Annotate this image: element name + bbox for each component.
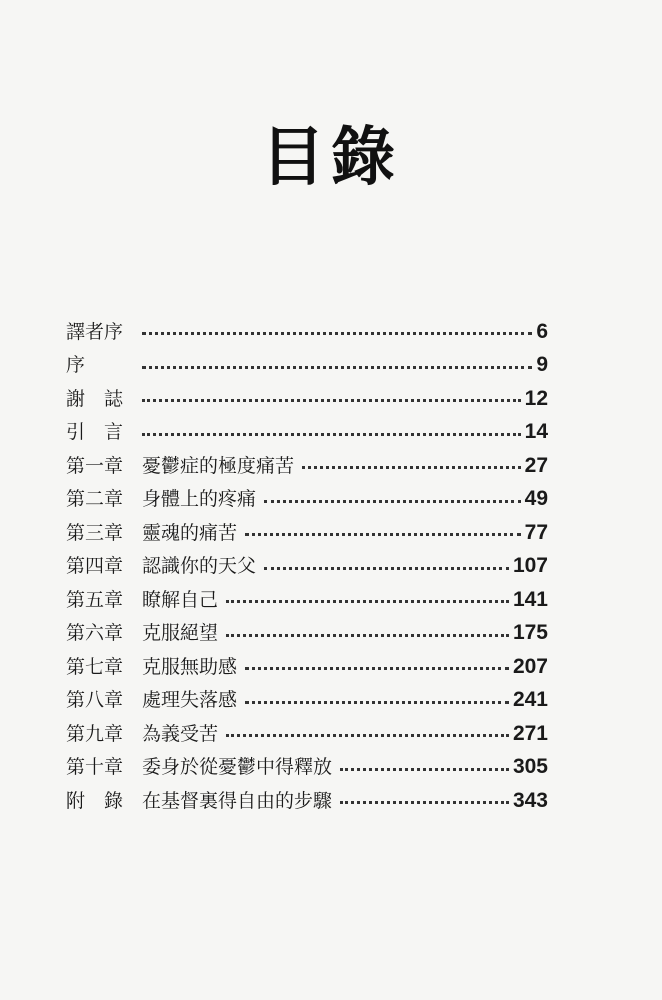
toc-section-title: 在基督裏得自由的步驟	[142, 789, 333, 812]
dot-leader	[142, 433, 521, 436]
dot-leader	[264, 567, 509, 570]
toc-entry-chapter-2	[66, 483, 548, 517]
toc-entry-chapter-5	[66, 583, 548, 617]
toc-chapter-label: 第四章	[66, 555, 124, 578]
toc-page-number: 305	[512, 755, 548, 779]
toc-page-number: 49	[524, 487, 548, 511]
dot-leader	[264, 500, 521, 503]
toc-section-title: 身體上的疼痛	[142, 488, 257, 511]
dot-leader	[226, 600, 509, 603]
toc-entry-chapter-10	[66, 751, 548, 785]
toc-chapter-label: 第一章	[66, 454, 124, 477]
toc-chapter-label: 第二章	[66, 488, 124, 511]
toc-entry-preface	[66, 349, 548, 383]
toc-section-title: 委身於從憂鬱中得釋放	[142, 756, 333, 779]
toc-entry-chapter-1	[66, 449, 548, 483]
toc-section-title: 處理失落感	[142, 689, 238, 712]
toc-section-title: 憂鬱症的極度痛苦	[142, 454, 295, 477]
toc-entry-translator-preface	[66, 315, 548, 349]
toc-page-number: 77	[524, 520, 548, 544]
toc-page-number: 175	[512, 621, 548, 645]
page-title: 目錄	[261, 121, 401, 195]
toc-entry-chapter-6	[66, 617, 548, 651]
toc-chapter-label: 第十章	[66, 756, 124, 779]
toc-entry-chapter-7	[66, 650, 548, 684]
toc-chapter-label: 第五章	[66, 588, 124, 611]
toc-section-title: 認識你的天父	[142, 555, 257, 578]
dot-leader	[302, 466, 521, 469]
toc-page-number: 107	[512, 554, 548, 578]
toc-page-number: 14	[524, 420, 548, 444]
dot-leader	[340, 768, 509, 771]
toc-entry-introduction	[66, 416, 548, 450]
toc-page-number: 271	[512, 721, 548, 745]
toc-chapter-label: 謝 誌	[66, 387, 124, 410]
dot-leader	[245, 701, 509, 704]
toc-chapter-label: 第八章	[66, 689, 124, 712]
toc-entry-chapter-4	[66, 550, 548, 584]
toc-section-title: 克服絕望	[142, 622, 219, 645]
toc-chapter-label: 第七章	[66, 655, 124, 678]
toc-chapter-label: 序	[66, 354, 86, 377]
toc-entry-chapter-8	[66, 684, 548, 718]
toc-page-number: 141	[512, 587, 548, 611]
toc-entry-acknowledgements	[66, 382, 548, 416]
toc-page-number: 6	[536, 319, 548, 343]
toc-entry-chapter-9	[66, 717, 548, 751]
toc-chapter-label: 第九章	[66, 722, 124, 745]
dot-leader	[142, 366, 532, 369]
dot-leader	[226, 734, 509, 737]
toc-chapter-label: 第六章	[66, 622, 124, 645]
toc-page-number: 343	[512, 788, 548, 812]
toc-page-number: 207	[512, 654, 548, 678]
toc-chapter-label: 引 言	[66, 421, 124, 444]
toc-chapter-label: 附 錄	[66, 789, 124, 812]
toc-section-title: 為義受苦	[142, 722, 219, 745]
dot-leader	[245, 667, 509, 670]
table-of-contents	[66, 315, 548, 818]
dot-leader	[142, 399, 521, 402]
dot-leader	[142, 332, 532, 335]
toc-section-title: 瞭解自己	[142, 588, 219, 611]
toc-page-number: 12	[524, 386, 548, 410]
toc-section-title: 靈魂的痛苦	[142, 521, 238, 544]
toc-entry-chapter-3	[66, 516, 548, 550]
dot-leader	[245, 533, 521, 536]
toc-page-number: 241	[512, 688, 548, 712]
toc-chapter-label: 第三章	[66, 521, 124, 544]
toc-page-number: 27	[524, 453, 548, 477]
toc-section-title: 克服無助感	[142, 655, 238, 678]
dot-leader	[226, 634, 509, 637]
dot-leader	[340, 801, 509, 804]
toc-chapter-label: 譯者序	[66, 320, 124, 343]
toc-page-number: 9	[536, 353, 548, 377]
toc-entry-appendix	[66, 784, 548, 818]
